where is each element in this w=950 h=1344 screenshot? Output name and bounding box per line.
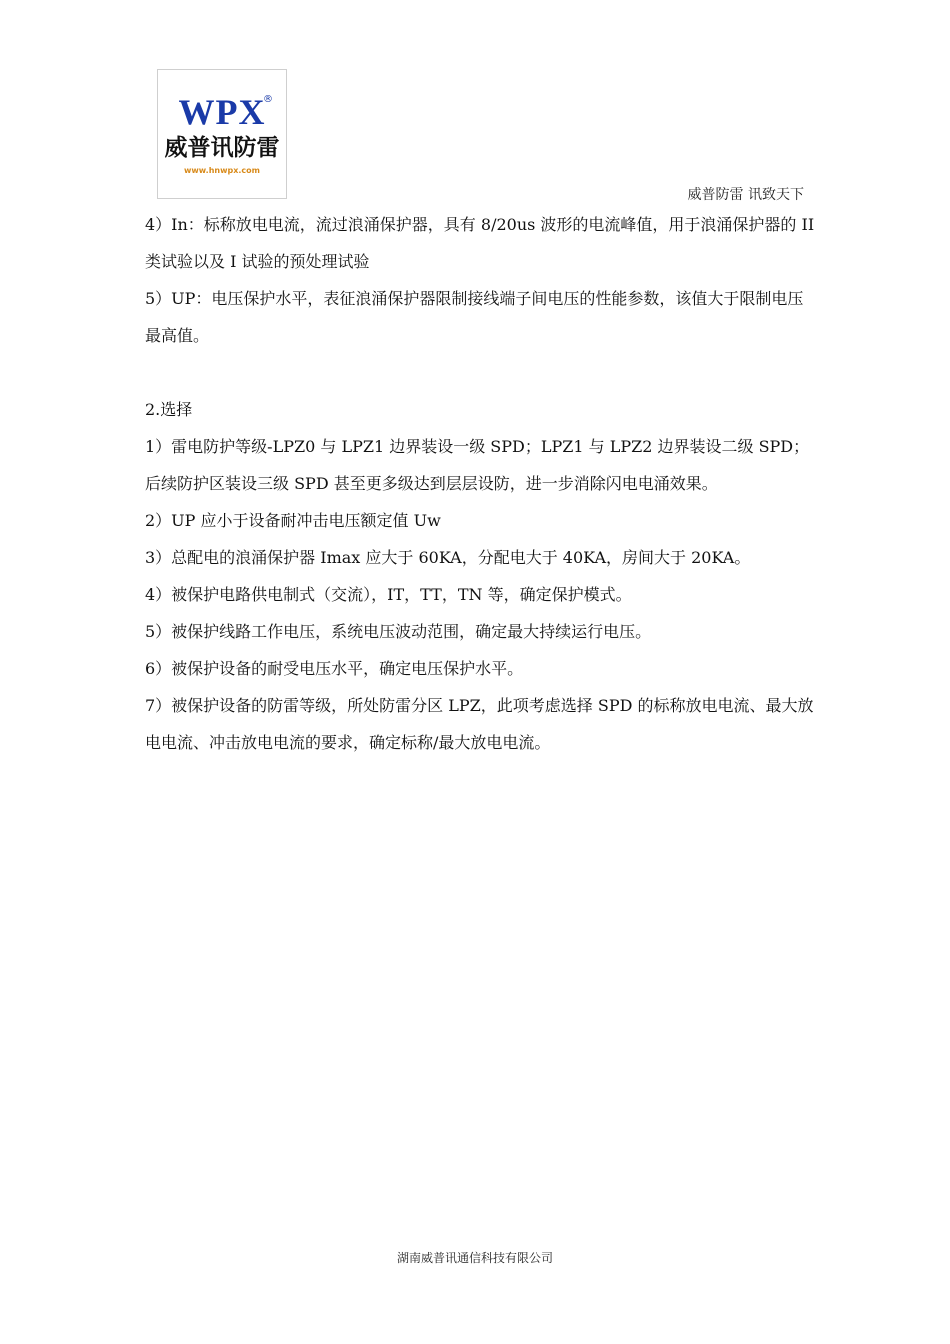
list-item: 3）总配电的浪涌保护器 Imax 应大于 60KA，分配电大于 40KA，房间大于 20KA。 — [145, 548, 751, 567]
section-heading: 2.选择 — [145, 400, 193, 419]
list-item: 4）被保护电路供电制式（交流），IT，TT，TN 等，确定保护模式。 — [145, 585, 632, 604]
logo-name: 威普讯防雷 — [164, 135, 280, 161]
list-item: 1）雷电防护等级-LPZ0 与 LPZ1 边界装设一级 SPD；LPZ1 与 LPZ2 边界装设二级 SPD；后续防护区装设三级 SPD 甚至更多级达到层层设防，进一步消除闪电电涌效果。 — [145, 437, 810, 493]
spacer — [145, 354, 815, 391]
logo-mark: WPX — [178, 92, 266, 132]
company-logo — [157, 69, 287, 199]
list-item: 7）被保护设备的防雷等级，所处防雷分区 LPZ，此项考虑选择 SPD 的标称放电电流、最大放电电流、冲击放电电流的要求，确定标称/最大放电电流。 — [145, 696, 814, 752]
header-tagline: 威普防雷 讯致天下 — [687, 187, 804, 203]
list-item: 5）被保护线路工作电压，系统电压波动范围，确定最大持续运行电压。 — [145, 622, 652, 641]
registered-icon: ® — [263, 94, 273, 105]
logo-url: www.hnwpx.com — [184, 166, 260, 175]
list-item: 2）UP 应小于设备耐冲击电压额定值 Uw — [145, 511, 441, 530]
footer-company: 湖南威普讯通信科技有限公司 — [396, 1251, 553, 1265]
list-item: 6）被保护设备的耐受电压水平，确定电压保护水平。 — [145, 659, 524, 678]
paragraph-in: 4）In：标称放电电流，流过浪涌保护器，具有 8/20us 波形的电流峰值，用于浪涌保护器的 II 类试验以及 I 试验的预处理试验 — [145, 215, 815, 271]
document-body — [145, 206, 815, 761]
paragraph-up: 5）UP：电压保护水平，表征浪涌保护器限制接线端子间电压的性能参数，该值大于限制电压最高值。 — [145, 289, 804, 345]
